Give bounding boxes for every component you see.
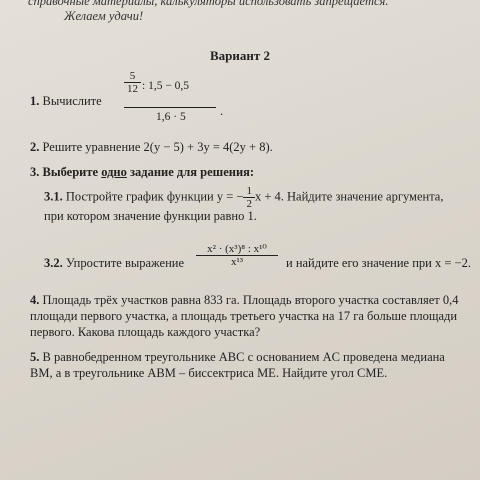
- task-1-small-fraction: [124, 70, 141, 95]
- task-3-2-den: x¹³: [196, 255, 278, 268]
- task-3-underlined: одно: [101, 165, 127, 179]
- task-3-2-num: x² · (x³)⁸ : x¹⁰: [207, 243, 267, 255]
- task-1-text: Вычислите: [42, 94, 102, 108]
- task-3-2: [44, 256, 184, 271]
- variant-title: Вариант 2: [209, 48, 271, 63]
- task-3-number: 3.: [30, 165, 40, 179]
- task-3: [30, 165, 254, 180]
- task-2-text: Решите уравнение 2(y − 5) + 3y = 4(2y + 8).: [42, 140, 273, 154]
- task-3-1-frac-den: 2: [243, 197, 255, 210]
- task-3-1: [44, 185, 443, 210]
- task-1-num-rest: : 1,5 − 0,5: [142, 80, 190, 92]
- task-5-line1: В равнобедренном треугольнике ABC с основанием AC проведена медиана: [42, 350, 445, 364]
- instructions-text: справочные материалы, калькуляторы использовать запрещается.: [28, 0, 389, 8]
- good-luck-line: [64, 9, 143, 24]
- task-4-line1: Площадь трёх участков равна 833 га. Площадь второго участка составляет 0,4: [42, 293, 459, 307]
- task-3-1-fraction: [243, 185, 255, 210]
- task-3-2-number: 3.2.: [44, 256, 63, 270]
- task-4-line2: площади первого участка, а площадь третьего участка на 17 га больше площади: [30, 309, 458, 323]
- task-3-2-fraction: [196, 242, 278, 268]
- task-5-number: 5.: [30, 350, 40, 364]
- task-4: [30, 293, 459, 308]
- task-1: [30, 70, 250, 130]
- task-5-line2: BM, а в треугольнике ABM – биссектриса ME. Найдите угол CME.: [30, 366, 388, 380]
- task-4-number: 4.: [30, 293, 40, 307]
- task-3-1-text-before: Постройте график функции y = −: [65, 189, 244, 204]
- task-3-1-line2: при котором значение функции равно 1.: [44, 209, 257, 223]
- task-1-label: [30, 94, 102, 109]
- instructions-line: [28, 0, 388, 9]
- task-2-number: 2.: [30, 140, 40, 154]
- task-3-1-text-after: x + 4. Найдите значение аргумента,: [254, 189, 444, 204]
- task-1-numerator: [124, 70, 216, 106]
- task-3-text-after: задание для решения:: [126, 165, 255, 179]
- task-5: [30, 350, 445, 365]
- task-3-2-text-after: и найдите его значение при x = −2.: [286, 256, 471, 270]
- task-1-small-den: 12: [124, 82, 141, 95]
- task-3-2-text-before: Упростите выражение: [65, 256, 185, 270]
- task-1-end: .: [220, 104, 224, 118]
- good-luck-text: Желаем удачи!: [64, 9, 144, 23]
- task-3-1-number: 3.1.: [44, 189, 63, 204]
- task-1-small-num: 5: [129, 70, 136, 82]
- task-1-number: 1.: [30, 94, 40, 108]
- task-2: [30, 140, 273, 155]
- task-3-1-frac-num: 1: [246, 185, 252, 197]
- task-1-fraction-bar: [124, 107, 216, 108]
- task-3-text-before: Выберите: [42, 165, 102, 179]
- task-1-denominator: 1,6 · 5: [156, 111, 186, 123]
- task-4-line3: первого. Какова площадь каждого участка?: [30, 325, 261, 339]
